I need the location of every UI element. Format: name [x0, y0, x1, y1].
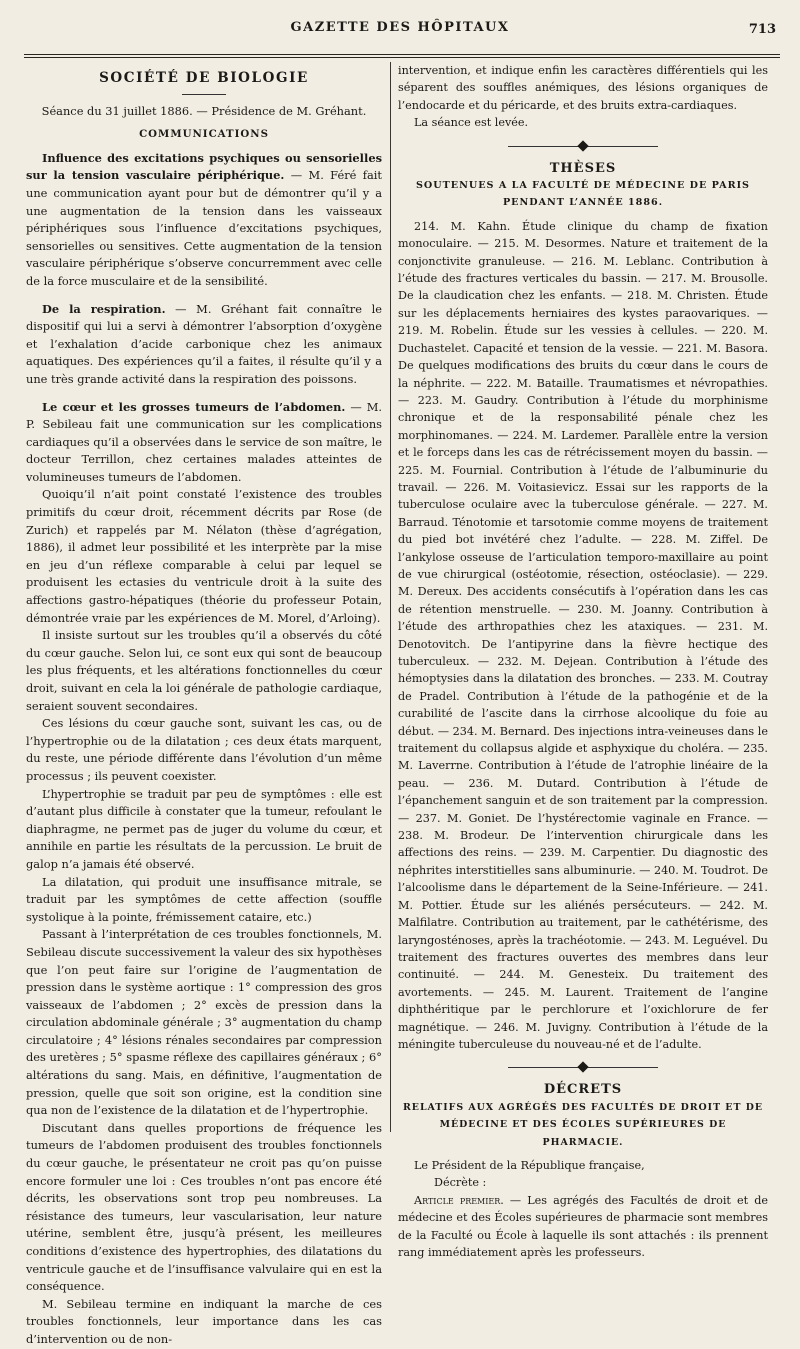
theses-list: 214. M. Kahn. Étude clinique du champ de fixation monoculaire. — 215. M. Desormes. Nature et traitement de la conjonctivite granuleuse. — 216. M. Leblanc. Contribution à l’étude des fractures verticales du bassin. — 217. M. Brousolle. De la claudication chez les enfants. — 218. M. Christen. Étude sur les déplacements herniaires des kystes paraovariques. — 219. M. Robelin. Étude sur les vessies à cellules. — 220. M. Duchastelet. Capacité et tension de la vessie. — 221. M. Basora. De quelques modifications des bruits du cœur dans le cours de la néphrite. — 222. M. Bataille. Traumatismes et névropathies. — 223. M. Gaudry. Contribution à l’étude du morphinisme chronique et de la responsabilité pénale chez les morphinomanes. — 224. M. Lardemer. Parallèle entre la version et le forceps dans les cas de rétrécissement moyen du bassin. — 225. M. Fournial. Contribution à l’étude de l’albuminurie du travail. — 226. M. Voitasievicz. Essai sur les rapports de la tuberculose oculaire avec la tuberculose générale. — 227. M. Barraud. Ténotomie et tarsotomie comme moyens de traitement du pied bot invétéré chez l’adulte. — 228. M. Ziffel. De l’ankylose osseuse de l’articulation temporo-maxillaire au point de vue chirurgical (ostéotomie, résection, ostéoclasie). — 229. M. Dereux. Des accidents consécutifs à l’opération dans les cas de rétention menstruelle. — 230. M. Joanny. Contribution à l’étude des arthropathies chez les ataxiques. — 231. M. Denotovitch. De l’antipyrine dans la fièvre hectique des tuberculeux. — 232. M. Dejean. Contribution à l’étude des hémoptysies dans la dilatation des bronches. — 233. M. Coutray de Pradel. Contribution à l’étude de la pathogénie et de la curabilité de l’ascite dans la cirrhose alcoolique du foie au début. — 234. M. Bernard. Des injections intra-veineuses dans le traitement du collapsus algide et asphyxique du choléra. — 235. M. Laverrne. Contribution à l’étude de l’atrophie linéaire de la peau. — 236. M. Dutard. Contribution à l’étude de l’épanchement sanguin et de son traitement par la compression. — 237. M. Goniet. De l’hystérectomie vaginale en France. — 238. M. Brodeur. De l’intervention chirurgicale dans les affections des reins. — 239. M. Carpentier. Du diagnostic des néphrites interstitielles sans albuminurie. — 240. M. Toudrot. De l’alcoolisme dans le département de la Seine-Inférieure. — 241. M. Pottier. Étude sur les aliénés persécuteurs. — 242. M. Malfilatre. Contribution au traitement, par le cathétérisme, des laryngosténoses, après la trachéotomie. — 243. M. Leguével. Du traitement des fractures ouvertes des membres dans leur continuité. — 244. M. Genesteix. Du traitement des avortements. — 245. M. Laurent. Traitement de l’angine diphthéritique par le perchlorure et l’oxichlorure de fer magnétique. — 246. M. Juvigny. Contribution à l’étude de la méningite tuberculeuse du nouveau-né et de l’adulte. — [398, 219, 768, 1051]
session-line: Séance du 31 juillet 1886. — Présidence de M. Gréhant. — [41, 103, 367, 118]
decrets-subtitle: RELATIFS AUX AGRÉGÉS DES FACULTÉS DE DROIT ET DE MÉDECINE ET DES ÉCOLES SUPÉRIEURES DE PHARMACIE. — [403, 1101, 763, 1148]
article-text: — Les agrégés des Facultés de droit et de médecine et des Écoles supérieures de pharmacie sont membres de la Faculté ou École à laquelle ils sont attachés : ils prennent rang immédiatement après les professeurs. — [398, 1193, 768, 1259]
communications-label: COMMUNICATIONS — [139, 128, 269, 141]
paragraph-6: Ces lésions du cœur gauche sont, suivant les cas, ou de l’hypertrophie ou de la dilatation ; ces deux états marquent, du reste, une période différente dans l’évolution d’un même processus ; ils peuvent coexister. — [26, 716, 382, 783]
right-column — [398, 62, 768, 1261]
body-1: — M. Féré fait une communication ayant pour but de démontrer qu’il y a une augmentation de la tension dans les vaisseaux périphériques sous l’influence d’excitations psychiques, sensorielles ou sensitives. Cette augmentation de la tension vasculaire périphérique s’observe concurremment avec celle de la force musculaire et de la sensibilité. — [26, 168, 382, 288]
paragraph-10: Discutant dans quelles proportions de fréquence les tumeurs de l’abdomen produisent des troubles fonctionnels du cœur gauche, le présentateur ne croit pas qu’on puisse encore formuler une loi : Ces troubles n’ont pas encore été décrits, les observations sont trop peu nombreuses. La résistance des tumeurs, leur vascularisation, leur nature utérine, semblent être, jusqu’à présent, les meilleures conditions d’existence des hypertrophies, des dilatations du ventricule gauche et de l’insuffisance valvulaire qui en est la conséquence. — [26, 1120, 382, 1294]
page-number: 713 — [748, 22, 776, 37]
page-header — [0, 20, 800, 48]
journal-title: GAZETTE DES HÔPITAUX — [290, 20, 510, 35]
title-rule — [182, 94, 226, 95]
article-paragraph — [398, 1192, 768, 1262]
ornament-rule — [398, 140, 768, 154]
paragraph-7: L’hypertrophie se traduit par peu de symptômes : elle est d’autant plus difficile à constater que la tumeur, refoulant le diaphragme, ne permet pas de juger du volume du cœur, et annihile en partie les résultats de la percussion. Le bruit de galop n’a jamais été observé. — [26, 786, 382, 871]
runin-3: Le cœur et les grosses tumeurs de l’abdomen. — [42, 399, 346, 414]
paragraph-11: M. Sebileau termine en indiquant la marche de ces troubles fonctionnels, leur importance dans les cas d’intervention ou de non- — [26, 1296, 382, 1346]
body-2: — M. Gréhant fait connaître le dispositif qui lui a servi à démontrer l’absorption d’oxygène et l’exhalation d’acide carbonique chez les animaux aquatiques. Des expériences qu’il a faites, il résulte qu’il y a une très grande activité dans la respiration des poissons. — [26, 301, 382, 386]
theses-subtitle: SOUTENUES A LA FACULTÉ DE MÉDECINE DE PARIS PENDANT L’ANNÉE 1886. — [416, 180, 750, 209]
paragraph-4: Quoiqu’il n’ait point constaté l’existence des troubles primitifs du cœur droit, récemment décrits par Rose (de Zurich) et rappelés par M. Nélaton (thèse d’agrégation, 1886), il admet leur possibilité et les interprète par la mise en jeu d’un réflexe comparable à celui par lequel se produisent les ectasies du ventricule droit à la suite des affections gastro-hépatiques (théorie du professeur Potain, démontrée vraie par les expériences de M. Morel, d’Arloing). — [26, 487, 382, 625]
ornament-rule-2 — [398, 1061, 768, 1075]
body-3: — M. P. Sebileau fait une communication sur les complications cardiaques qu’il a observées dans le service de son maître, le docteur Terrillon, chez certaines malades atteintes de volumineuses tumeurs de l’abdomen. — [26, 399, 382, 484]
paragraph-3 — [26, 399, 382, 487]
left-column — [26, 62, 382, 1349]
header-rule-2 — [24, 57, 780, 58]
paragraph-8: La dilatation, qui produit une insuffisance mitrale, se traduit par les symptômes de cette affection (souffle systolique à la pointe, frémissement cataire, etc.) — [26, 874, 382, 924]
paragraph-2 — [26, 301, 382, 389]
president-line: Le Président de la République française, — [414, 1158, 645, 1172]
continuation-paragraph: intervention, et indique enfin les caractères différentiels qui les séparent des souffles anémiques, des lésions organiques de l’endocarde et du péricarde, et des bruits extra-cardiaques. — [398, 64, 768, 112]
article-label: Article premier. — [414, 1193, 504, 1207]
paragraph-1 — [26, 150, 382, 291]
theses-title: THÈSES — [549, 160, 617, 176]
runin-2: De la respiration. — [42, 301, 166, 316]
paragraph-9: Passant à l’interprétation de ces troubles fonctionnels, M. Sebileau discute successivement la valeur des six hypothèses que l’on peut faire sur l’origine de l’augmentation de pression dans le système aortique : 1° compression des gros vaisseaux de l’abdomen ; 2° excès de pression dans la circulation abdominale générale ; 3° augmentation du champ circulatoire ; 4° lésions rénales secondaires par compression des uretères ; 5° spasme réflexe des capillaires généraux ; 6° altérations du sang. Mais, en définitive, l’augmentation de pression, quelle que soit son origine, est la condition sine qua non de l’existence de la dilatation et de l’hypertrophie. — [26, 927, 382, 1118]
closing-line: La séance est levée. — [414, 116, 529, 130]
decrets-title: DÉCRETS — [543, 1082, 623, 1098]
decrete-line: Décrète : — [434, 1176, 487, 1190]
column-divider — [390, 62, 391, 1132]
section-title: SOCIÉTÉ DE BIOLOGIE — [99, 70, 309, 86]
header-rule — [24, 54, 780, 55]
paragraph-5: Il insiste surtout sur les troubles qu’il a observés du côté du cœur gauche. Selon lui, ce sont eux qui sont de beaucoup les plus fréquents, et les altérations fonctionnelles du cœur droit, suivant en cela la loi générale de pathologie cardiaque, seraient souvent secondaires. — [26, 628, 382, 713]
runin-1: Influence des excitations psychiques ou sensorielles sur la tension vasculaire périphérique. — [26, 150, 382, 183]
